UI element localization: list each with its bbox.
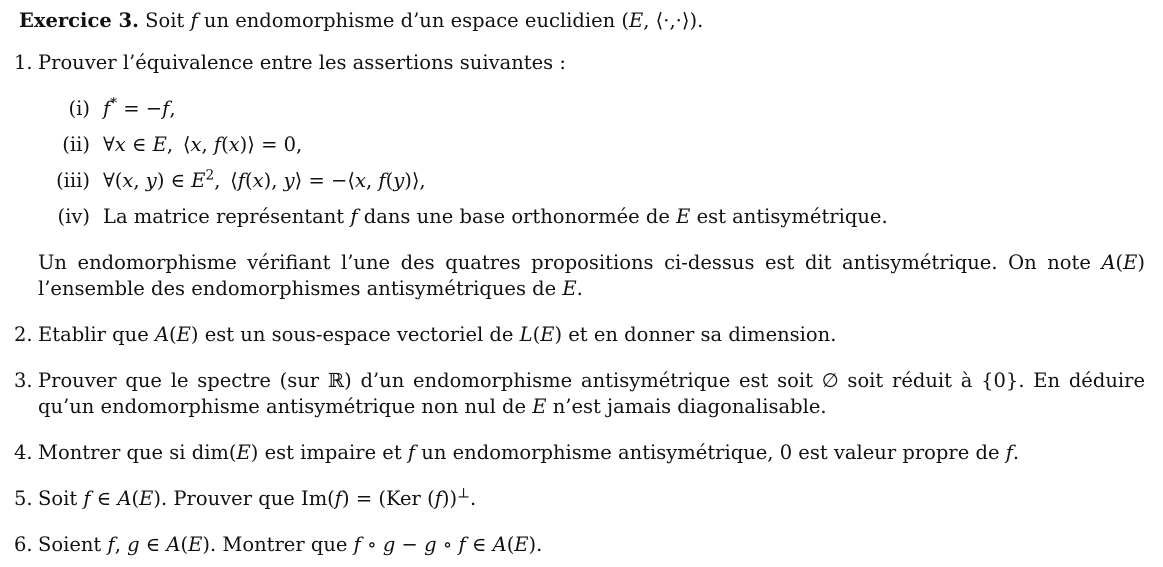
item-6 [0, 532, 1147, 558]
assertion-iv-label: (iv) [57, 205, 90, 228]
text-segment: Un endomorphisme vérifiant l’une des quatres propositions ci-dessus est dit antisymétrique. On note [38, 251, 1102, 274]
text-segment: ⊥ [457, 485, 470, 502]
text-segment: x [114, 133, 126, 156]
assertion-ii-label: (ii) [62, 133, 90, 156]
text-segment: A [117, 487, 132, 510]
text-segment: ) = (Ker ( [342, 487, 435, 510]
text-segment: f [213, 133, 222, 156]
item-2 [0, 322, 1147, 348]
text-segment: ) ∈ [156, 169, 192, 192]
item-1-text [38, 50, 1147, 76]
text-segment: ∈ [465, 533, 493, 556]
text-segment: ) est impaire et [250, 441, 408, 464]
text-segment: E [188, 533, 203, 556]
text-segment: Prouver que le spectre (sur ℝ) d’un endomorphisme antisymétrique est soit ∅ soit réduit à {0}. En déduire qu’un endomorphisme antisymétrique non nul de [38, 369, 1145, 418]
text-segment: , ⟨·,·⟩). [643, 9, 704, 32]
text-segment: E [562, 277, 577, 300]
assertion-iii-text [103, 168, 1147, 194]
text-segment: E [236, 441, 251, 464]
text-segment: f [353, 533, 361, 556]
exercise-title [0, 8, 1147, 34]
text-segment: )) [441, 487, 458, 510]
text-segment: Etablir que [38, 323, 155, 346]
text-segment: ), [263, 169, 284, 192]
text-segment: . [1012, 441, 1020, 464]
text-segment: * [110, 95, 118, 112]
text-segment: , ⟨ [166, 133, 191, 156]
text-segment: E [532, 395, 547, 418]
text-segment: ( [169, 323, 177, 346]
text-segment: ( [245, 169, 253, 192]
text-segment: , [201, 133, 214, 156]
item-3-number: 3. [14, 369, 33, 392]
assertion-i-label: (i) [68, 97, 90, 120]
text-segment: f [103, 97, 111, 120]
assertion-ii-text [103, 132, 1147, 158]
text-segment: E [629, 9, 644, 32]
text-segment: E [176, 323, 191, 346]
text-segment: ∈ [139, 533, 167, 556]
assertion-ii [0, 132, 1147, 158]
text-segment: Prouver l’équivalence entre les assertions suivantes : [38, 51, 566, 74]
text-segment: , ⟨ [214, 169, 238, 192]
item-4 [0, 440, 1147, 466]
text-segment: ∀ [103, 133, 115, 156]
text-segment: est antisymétrique. [690, 205, 888, 228]
text-segment: E [514, 533, 529, 556]
text-segment: A [1101, 251, 1116, 274]
text-segment: Exercice 3. [19, 9, 139, 32]
text-segment: f [350, 205, 358, 228]
text-segment: ( [221, 133, 229, 156]
item-1-number: 1. [14, 51, 33, 74]
text-segment: f [407, 441, 416, 464]
text-segment: A [166, 533, 181, 556]
text-segment: , [133, 169, 146, 192]
text-segment: ⟩ = −⟨ [294, 169, 355, 192]
item-6-text [38, 532, 1147, 558]
text-segment: . [469, 487, 477, 510]
text-segment: f [458, 533, 466, 556]
text-segment: f [83, 487, 91, 510]
text-segment: ). Prouver que Im( [153, 487, 335, 510]
item-2-number: 2. [14, 323, 33, 346]
assertion-i-text [103, 96, 1147, 122]
text-segment: )⟩ = 0, [239, 133, 303, 156]
text-segment: , [365, 169, 379, 192]
text-segment: f [1005, 441, 1013, 464]
antisymmetric-definition-note [38, 250, 1147, 302]
text-segment: E [152, 133, 167, 156]
text-segment: f [378, 169, 386, 192]
assertions-list [0, 96, 1147, 230]
text-segment: . [576, 277, 583, 300]
text-segment: ( [506, 533, 515, 556]
text-segment: y [283, 169, 295, 192]
item-3-text [38, 368, 1147, 420]
text-segment: 2 [205, 167, 215, 184]
text-segment: g [382, 533, 396, 556]
item-5-text [38, 486, 1147, 512]
text-segment: ∘ [436, 533, 459, 556]
text-segment: ). [528, 533, 543, 556]
text-segment: )⟩, [404, 169, 426, 192]
item-5-number: 5. [14, 487, 33, 510]
text-segment: f [434, 487, 442, 510]
text-segment: E [676, 205, 691, 228]
text-segment: dans une base orthonormée de [357, 205, 677, 228]
text-segment: A [492, 533, 507, 556]
text-segment: , [114, 533, 128, 556]
assertion-iv [0, 204, 1147, 230]
text-segment: E [540, 323, 555, 346]
item-2-text [38, 322, 1147, 348]
text-segment: La matrice représentant [103, 205, 351, 228]
assertion-iv-text [103, 204, 1147, 230]
text-segment: ( [131, 487, 140, 510]
text-segment: = − [117, 97, 163, 120]
text-segment: f [162, 97, 170, 120]
item-4-text [38, 440, 1147, 466]
item-3 [0, 368, 1147, 420]
text-segment: , [169, 97, 176, 120]
text-segment: y [393, 169, 405, 192]
text-segment: x [122, 169, 134, 192]
item-4-number: 4. [14, 441, 33, 464]
text-segment: ) est un sous-espace vectoriel de [190, 323, 520, 346]
text-segment: Soit [38, 487, 84, 510]
text-segment: − [395, 533, 425, 556]
assertion-iii-label: (iii) [56, 169, 90, 192]
text-segment: ∈ [125, 133, 153, 156]
text-segment: un endomorphisme antisymétrique, 0 est valeur propre de [415, 441, 1006, 464]
text-segment: f [237, 169, 245, 192]
text-segment: ( [532, 323, 541, 346]
text-segment: x [354, 169, 366, 192]
text-segment: g [424, 533, 437, 556]
item-1 [0, 50, 1147, 76]
text-segment: n’est jamais diagonalisable. [546, 395, 827, 418]
text-segment: Soit [138, 9, 191, 32]
assertion-i [0, 96, 1147, 122]
text-segment: f [107, 533, 115, 556]
text-segment: x [252, 169, 264, 192]
text-segment: ( [1115, 251, 1124, 274]
text-segment: E [1123, 251, 1138, 274]
text-segment: ) et en donner sa dimension. [554, 323, 837, 346]
text-segment: ( [180, 533, 189, 556]
item-6-number: 6. [14, 533, 33, 556]
text-segment: L [519, 323, 533, 346]
text-segment: ∈ [90, 487, 118, 510]
text-segment: A [154, 323, 170, 346]
text-segment: ∀( [103, 169, 123, 192]
text-segment: E [191, 169, 206, 192]
text-segment: g [127, 533, 140, 556]
text-segment: y [145, 169, 157, 192]
text-segment: f [334, 487, 343, 510]
item-5 [0, 486, 1147, 512]
text-segment: x [190, 133, 202, 156]
text-segment: Soient [38, 533, 108, 556]
text-segment: un endomorphisme d’un espace euclidien ( [197, 9, 630, 32]
text-segment: f [190, 9, 198, 32]
text-segment: Montrer que si dim( [38, 441, 237, 464]
text-segment: ∘ [360, 533, 383, 556]
text-segment: ( [385, 169, 394, 192]
text-segment: ). Montrer que [202, 533, 354, 556]
text-segment: x [228, 133, 240, 156]
text-segment: ) l’ensemble des endomorphismes antisymétriques de [38, 251, 1145, 300]
assertion-iii [0, 168, 1147, 194]
text-segment: E [139, 487, 154, 510]
